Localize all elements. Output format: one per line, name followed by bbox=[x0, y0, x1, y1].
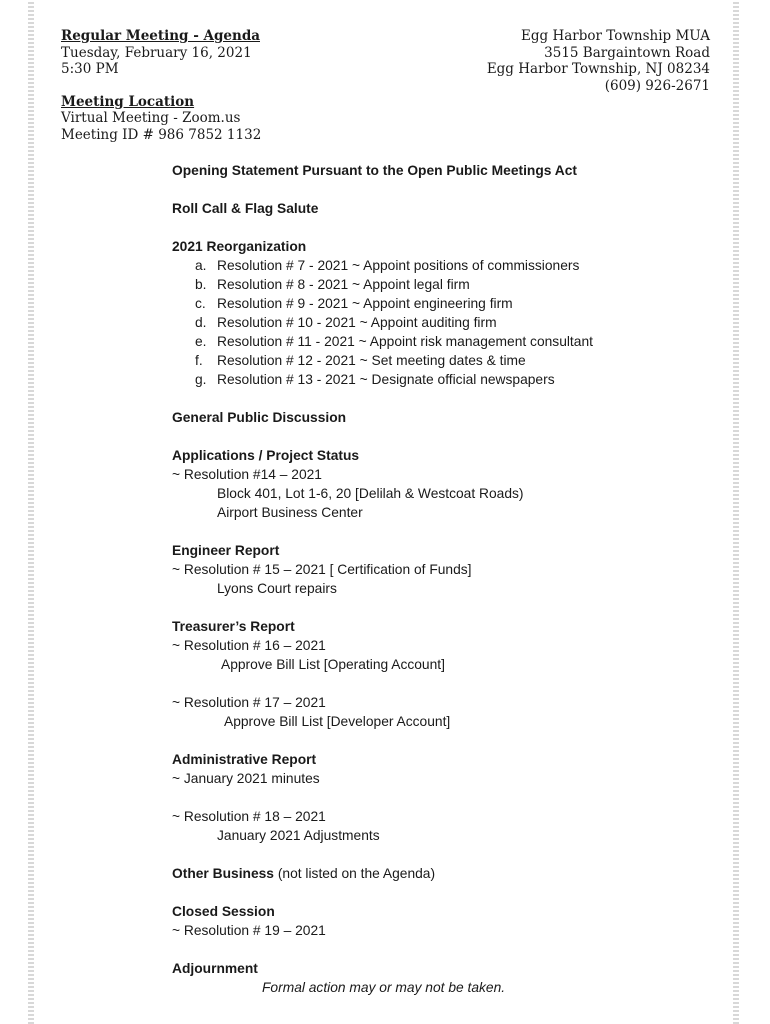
location-line2: Meeting ID # 986 7852 1132 bbox=[61, 126, 262, 143]
other-business-note: (not listed on the Agenda) bbox=[273, 866, 436, 881]
roll-call: Roll Call & Flag Salute bbox=[172, 201, 319, 216]
org-phone: (609) 926-2671 bbox=[604, 77, 710, 94]
treasurer-res16: ~ Resolution # 16 – 2021 bbox=[172, 638, 326, 653]
administrative-minutes: ~ January 2021 minutes bbox=[172, 771, 320, 786]
adjournment-title: Adjournment bbox=[172, 961, 258, 976]
meeting-date: Tuesday, February 16, 2021 bbox=[61, 44, 252, 61]
applications-resolution: ~ Resolution #14 – 2021 bbox=[172, 467, 322, 482]
meeting-time: 5:30 PM bbox=[61, 61, 119, 77]
list-item: b. Resolution # 8 - 2021 ~ Appoint legal firm bbox=[195, 277, 470, 292]
treasurer-res16-desc: Approve Bill List [Operating Account] bbox=[221, 657, 445, 672]
org-name: Egg Harbor Township MUA bbox=[521, 28, 710, 44]
list-item: f. Resolution # 12 - 2021 ~ Set meeting dates & time bbox=[195, 353, 526, 368]
location-title: Meeting Location bbox=[61, 93, 195, 110]
administrative-res18-desc: January 2021 Adjustments bbox=[217, 828, 380, 843]
public-discussion: General Public Discussion bbox=[172, 410, 347, 425]
treasurer-res17: ~ Resolution # 17 – 2021 bbox=[172, 695, 326, 710]
engineer-title: Engineer Report bbox=[172, 543, 280, 558]
meeting-header bbox=[61, 28, 261, 143]
opening-statement: Opening Statement Pursuant to the Open Public Meetings Act bbox=[172, 163, 578, 178]
list-item: a. Resolution # 7 - 2021 ~ Appoint positions of commissioners bbox=[195, 258, 580, 273]
list-item: c. Resolution # 9 - 2021 ~ Appoint engineering firm bbox=[195, 296, 513, 311]
closed-session-title: Closed Session bbox=[172, 904, 275, 919]
engineer-line1: Lyons Court repairs bbox=[217, 581, 337, 596]
org-address-block bbox=[487, 28, 710, 94]
address-line2: Egg Harbor Township, NJ 08234 bbox=[486, 61, 710, 77]
treasurer-res17-desc: Approve Bill List [Developer Account] bbox=[224, 714, 451, 729]
page-edge-right bbox=[733, 0, 739, 1024]
list-item: g. Resolution # 13 - 2021 ~ Designate official newspapers bbox=[195, 372, 555, 387]
administrative-res18: ~ Resolution # 18 – 2021 bbox=[172, 809, 326, 824]
meeting-title: Regular Meeting - Agenda bbox=[61, 28, 260, 44]
list-item: e. Resolution # 11 - 2021 ~ Appoint risk management consultant bbox=[195, 334, 593, 349]
other-business bbox=[172, 864, 732, 883]
reorg-list bbox=[172, 256, 732, 389]
page-edge-left bbox=[28, 0, 34, 1024]
other-business-title: Other Business bbox=[172, 866, 274, 881]
agenda-body bbox=[172, 161, 732, 997]
closed-session-res19: ~ Resolution # 19 – 2021 bbox=[172, 923, 326, 938]
address-line1: 3515 Bargaintown Road bbox=[544, 44, 710, 61]
treasurer-title: Treasurer’s Report bbox=[172, 619, 295, 634]
administrative-title: Administrative Report bbox=[172, 752, 317, 767]
adjournment-note: Formal action may or may not be taken. bbox=[262, 980, 506, 995]
applications-line1: Block 401, Lot 1-6, 20 [Delilah & Westcoat Roads) bbox=[217, 486, 524, 501]
applications-title: Applications / Project Status bbox=[172, 448, 360, 463]
reorg-title: 2021 Reorganization bbox=[172, 239, 307, 254]
location-line1: Virtual Meeting - Zoom.us bbox=[61, 110, 241, 126]
engineer-resolution: ~ Resolution # 15 – 2021 [ Certification of Funds] bbox=[172, 562, 472, 577]
list-item: d. Resolution # 10 - 2021 ~ Appoint auditing firm bbox=[195, 315, 497, 330]
applications-line2: Airport Business Center bbox=[217, 505, 363, 520]
